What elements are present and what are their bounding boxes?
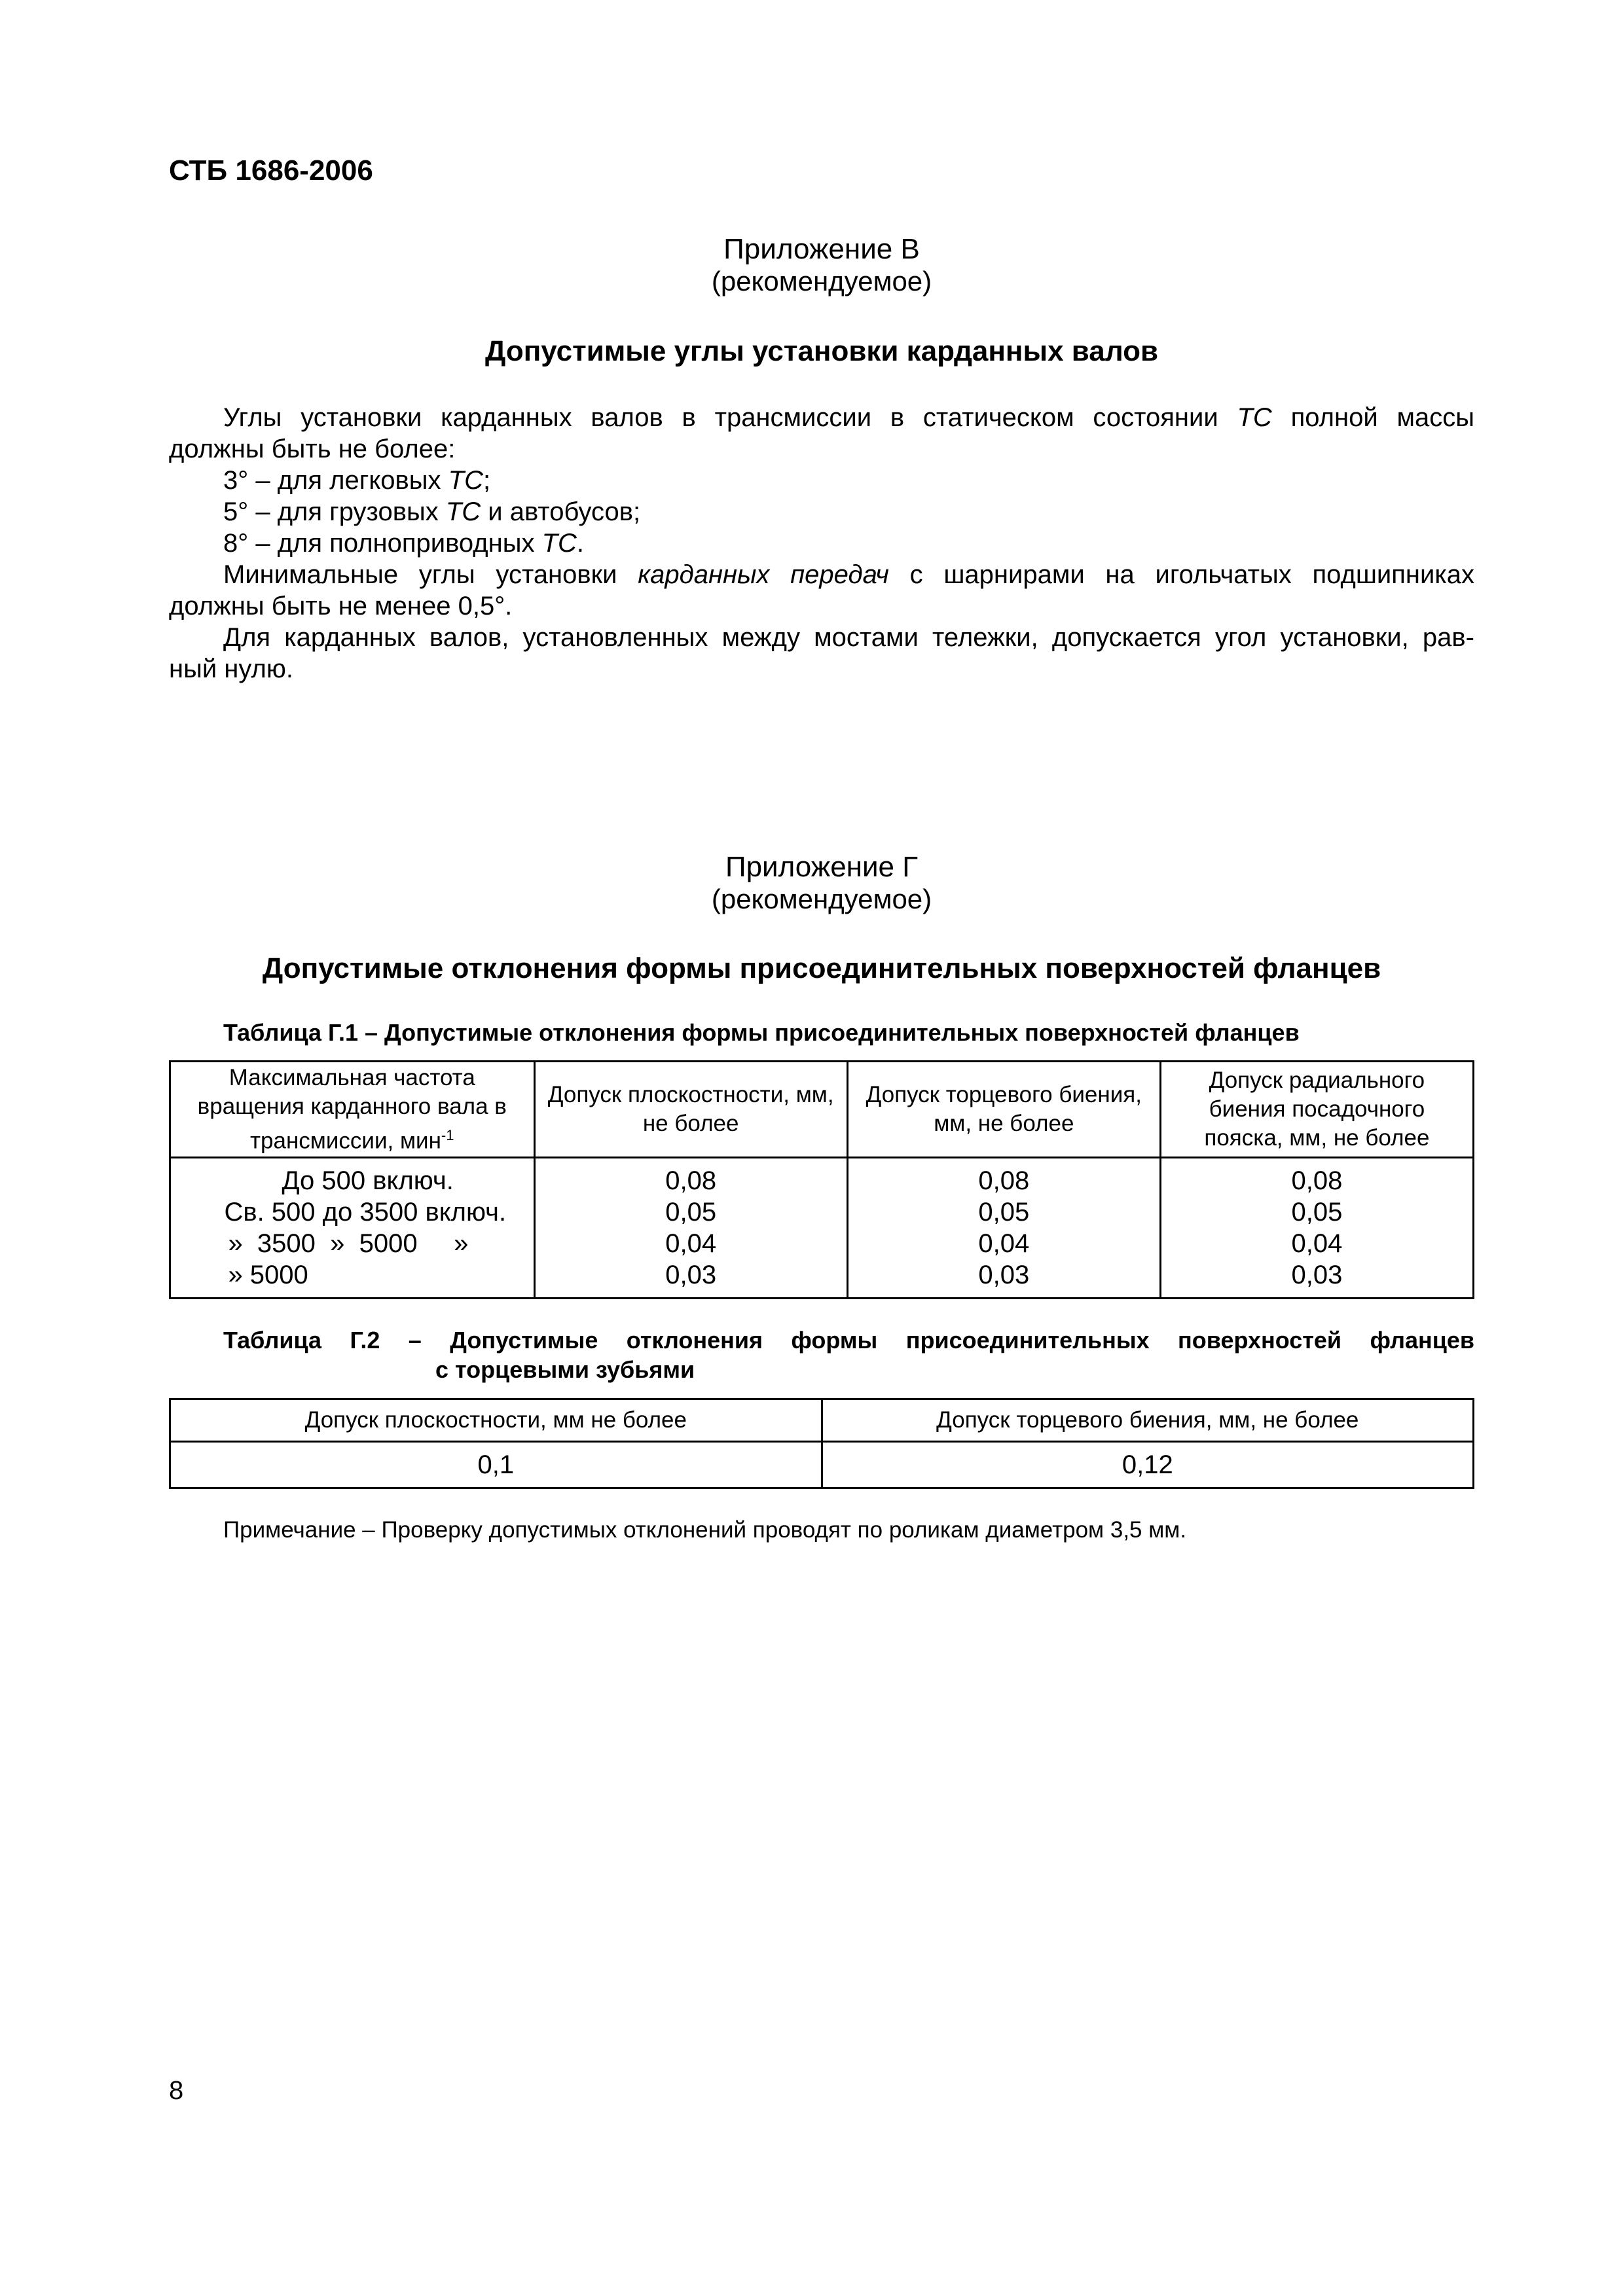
cell-value: 0,04 — [978, 1229, 1030, 1258]
list-item: 5° – для грузовых ТС и автобусов; — [223, 497, 641, 526]
table-cell — [847, 1158, 1160, 1299]
row-label: До 500 включ. — [282, 1166, 454, 1195]
annex-g-heading: Допустимые отклонения формы присоединительных поверхностей фланцев — [262, 952, 1381, 984]
table-g2 — [169, 1398, 1474, 1489]
annex-g-status: (рекомендуемое) — [711, 884, 932, 914]
paragraph-line: должны быть не более: — [169, 435, 456, 463]
table-header-row — [170, 1062, 1474, 1158]
table-cell — [534, 1158, 847, 1299]
row-label: » 5000 — [228, 1261, 308, 1289]
table-header-cell: Максимальная частота вращения карданного вала в трансмиссии, мин$^{-1}$ — [170, 1062, 535, 1158]
table-row — [170, 1442, 1474, 1488]
table-cell: 0,1 — [170, 1442, 822, 1488]
cell-value: 0,08 — [665, 1166, 717, 1195]
cell-value: 0,03 — [1291, 1261, 1343, 1289]
row-label: » 3500 » 5000 » — [228, 1229, 469, 1258]
cell-value: 0,08 — [978, 1166, 1030, 1195]
annex-g-title: Приложение Г — [725, 851, 919, 883]
cell-value: 0,03 — [978, 1261, 1030, 1289]
table-row — [170, 1158, 1474, 1299]
paragraph-line: Углы установки карданных валов в трансмиссии в статическом состоянии ТС полной массы — [223, 403, 1474, 432]
cell-value: 0,05 — [1291, 1198, 1343, 1227]
table-g1 — [169, 1060, 1474, 1299]
paragraph-line: должны быть не менее 0,5°. — [169, 592, 513, 620]
annex-v-heading: Допустимые углы установки карданных валов — [484, 335, 1159, 367]
paragraph-line: Для карданных валов, установленных между мостами тележки, допускается угол установки, рав- — [223, 623, 1474, 652]
table-cell — [1160, 1158, 1473, 1299]
table2-caption-line1: Таблица Г.2 – Допустимые отклонения формы присоединительных поверхностей фланцев — [223, 1327, 1474, 1354]
cell-value: 0,05 — [978, 1198, 1030, 1227]
note: Примечание – Проверку допустимых отклонений проводят по роликам диаметром 3,5 мм. — [223, 1517, 1187, 1543]
cell-value: 0,05 — [665, 1198, 717, 1227]
table-header-cell: Допуск радиального биения посадочного пояска, мм, не более — [1160, 1062, 1473, 1158]
table-header-row — [170, 1399, 1474, 1442]
list-item: 3° – для легковых ТС; — [223, 466, 491, 495]
cell-value: 0,03 — [665, 1261, 717, 1289]
table-cell: 0,12 — [822, 1442, 1473, 1488]
annex-v-body — [169, 402, 1474, 685]
cell-value: 0,04 — [1291, 1229, 1343, 1258]
paragraph-line: ный нулю. — [169, 655, 293, 683]
table-cell — [170, 1158, 535, 1299]
cell-value: 0,08 — [1291, 1166, 1343, 1195]
cell-value: 0,04 — [665, 1229, 717, 1258]
table-header-cell: Допуск плоскостности, мм, не более — [534, 1062, 847, 1158]
table-header-cell: Допуск плоскостности, мм не более — [170, 1399, 822, 1442]
table1-caption: Таблица Г.1 – Допустимые отклонения формы присоединительных поверхностей фланцев — [223, 1019, 1300, 1046]
table2-caption-line2: с торцевыми зубьями — [435, 1356, 695, 1383]
paragraph-line: Минимальные углы установки карданных передач с шарнирами на игольчатых подшипниках — [223, 560, 1474, 589]
list-item: 8° – для полноприводных ТС. — [223, 529, 585, 558]
row-label: Св. 500 до 3500 включ. — [224, 1198, 507, 1227]
annex-v-title: Приложение В — [723, 233, 920, 265]
annex-v-status: (рекомендуемое) — [711, 266, 932, 296]
standard-header: СТБ 1686-2006 — [169, 154, 373, 187]
page-number: 8 — [169, 2076, 184, 2105]
table-header-cell: Допуск торцевого биения, мм, не более — [822, 1399, 1473, 1442]
table-header-cell: Допуск торцевого биения, мм, не более — [847, 1062, 1160, 1158]
